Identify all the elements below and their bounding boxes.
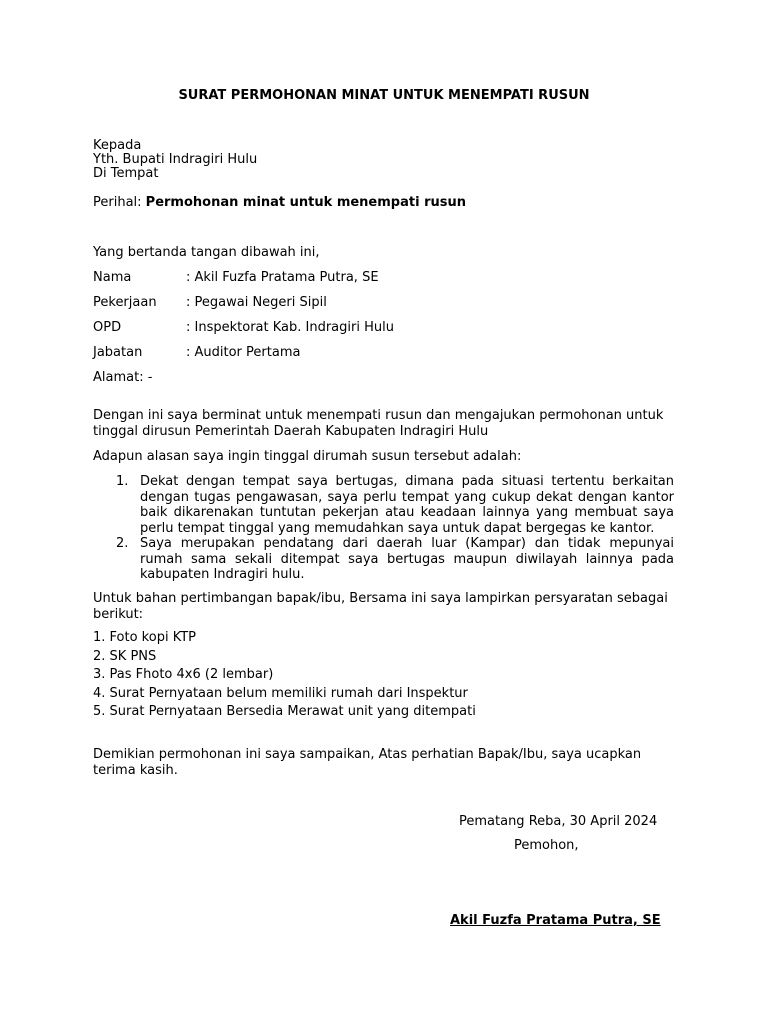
signature-name: Akil Fuzfa Pratama Putra, SE xyxy=(450,913,661,928)
requirement-item: 1. Foto kopi KTP xyxy=(93,630,196,645)
reason-text: Saya merupakan pendatang dari daerah luar (Kampar) dan tidak mepunyai rumah sama sekali ditempat saya bertugas maupun diwilayah lainnya pada kabupaten Indragiri hulu. xyxy=(140,536,674,582)
field-value-name: : Akil Fuzfa Pratama Putra, SE xyxy=(186,270,379,285)
field-label-position: Jabatan xyxy=(93,345,143,360)
field-label-name: Nama xyxy=(93,270,132,285)
field-value-position: : Auditor Pertama xyxy=(186,345,301,360)
reason-number: 2. xyxy=(116,536,129,551)
requirement-item: 4. Surat Pernyataan belum memiliki rumah dari Inspektur xyxy=(93,686,468,701)
recipient-line-3: Di Tempat xyxy=(93,166,159,181)
requirement-item: 5. Surat Pernyataan Bersedia Merawat unit yang ditempati xyxy=(93,704,476,719)
subject-line xyxy=(93,195,466,210)
field-label-occupation: Pekerjaan xyxy=(93,295,157,310)
field-value-occupation: : Pegawai Negeri Sipil xyxy=(186,295,327,310)
field-value-opd: : Inspektorat Kab. Indragiri Hulu xyxy=(186,320,394,335)
requirement-item: 3. Pas Fhoto 4x6 (2 lembar) xyxy=(93,667,274,682)
requirements-intro: Untuk bahan pertimbangan bapak/ibu, Bersama ini saya lampirkan persyaratan sebagai berikut: xyxy=(93,591,668,622)
statement-paragraph: Dengan ini saya berminat untuk menempati rusun dan mengajukan permohonan untuk tinggal dirusun Pemerintah Daerah Kabupaten Indragiri Hulu xyxy=(93,408,664,439)
recipient-line-1: Kepada xyxy=(93,138,142,153)
signature-role: Pemohon, xyxy=(514,838,579,853)
reason-text: Dekat dengan tempat saya bertugas, dimana pada situasi tertentu berkaitan dengan tugas pengawasan, saya perlu tempat yang cukup dekat dengan kantor baik dikarenakan tuntutan pekerjan atau keadaan lainnya yang membuat saya perlu tempat tinggal yang memudahkan saya untuk dapat bergegas ke kantor. xyxy=(140,474,674,536)
signature-place-date: Pematang Reba, 30 April 2024 xyxy=(459,814,658,829)
address-line: Alamat: - xyxy=(93,370,153,385)
field-label-opd: OPD xyxy=(93,320,122,335)
intro-text: Yang bertanda tangan dibawah ini, xyxy=(93,245,320,260)
requirement-item: 2. SK PNS xyxy=(93,649,157,664)
recipient-line-2: Yth. Bupati Indragiri Hulu xyxy=(93,152,258,167)
reasons-intro: Adapun alasan saya ingin tinggal dirumah susun tersebut adalah: xyxy=(93,449,522,464)
subject-value: Permohonan minat untuk menempati rusun xyxy=(145,195,466,210)
reason-number: 1. xyxy=(116,474,129,489)
letter-title: SURAT PERMOHONAN MINAT UNTUK MENEMPATI RUSUN xyxy=(178,88,590,103)
subject-label: Perihal: xyxy=(93,195,146,210)
closing-paragraph: Demikian permohonan ini saya sampaikan, Atas perhatian Bapak/Ibu, saya ucapkan terima kasih. xyxy=(93,747,642,778)
